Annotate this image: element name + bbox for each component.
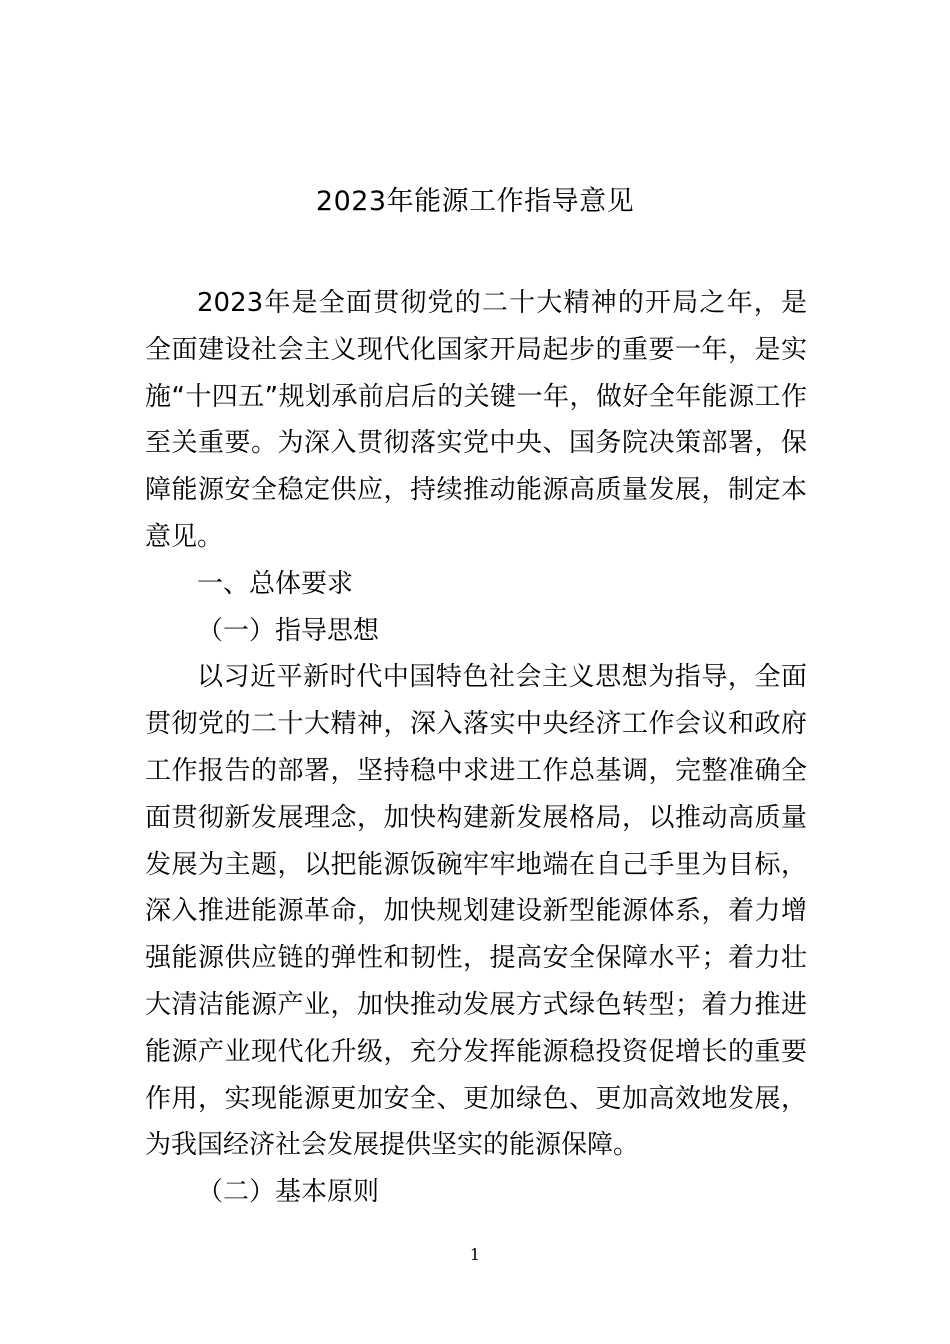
document-title: 2023年能源工作指导意见 xyxy=(315,186,635,217)
page-number: 1 xyxy=(469,1245,481,1264)
guiding-ideology-paragraph: 以习近平新时代中国特色社会主义思想为指导，全面贯彻党的二十大精神，深入落实中央经济工作会议和政府工作报告的部署，坚持稳中求进工作总基调，完整准确全面贯彻新发展理念，加快构建新发展格局，以推动高质量发展为主题，以把能源饭碗牢牢地端在自己手里为目标，深入推进能源革命，加快规划建设新型能源体系，着力增强能源供应链的弹性和韧性，提高安全保障水平；着力壮大清洁能源产业，加快推动发展方式绿色转型；着力推进能源产业现代化升级，充分发挥能源稳投资促增长的重要作用，实现能源更加安全、更加绿色、更加高效地发展，为我国经济社会发展提供坚实的能源保障。 xyxy=(145,662,807,1161)
section-heading-general-requirements: 一、总体要求 xyxy=(197,568,354,599)
subsection-heading-basic-principles: （二）基本原则 xyxy=(197,1177,380,1208)
document-body xyxy=(145,280,807,1216)
intro-paragraph: 2023年是全面贯彻党的二十大精神的开局之年，是全面建设社会主义现代化国家开局起步的重要一年，是实施“十四五”规划承前启后的关键一年，做好全年能源工作至关重要。为深入贯彻落实党中央、国务院决策部署，保障能源安全稳定供应，持续推动能源高质量发展，制定本意见。 xyxy=(145,288,807,552)
subsection-heading-guiding-ideology: （一）指导思想 xyxy=(197,615,380,646)
